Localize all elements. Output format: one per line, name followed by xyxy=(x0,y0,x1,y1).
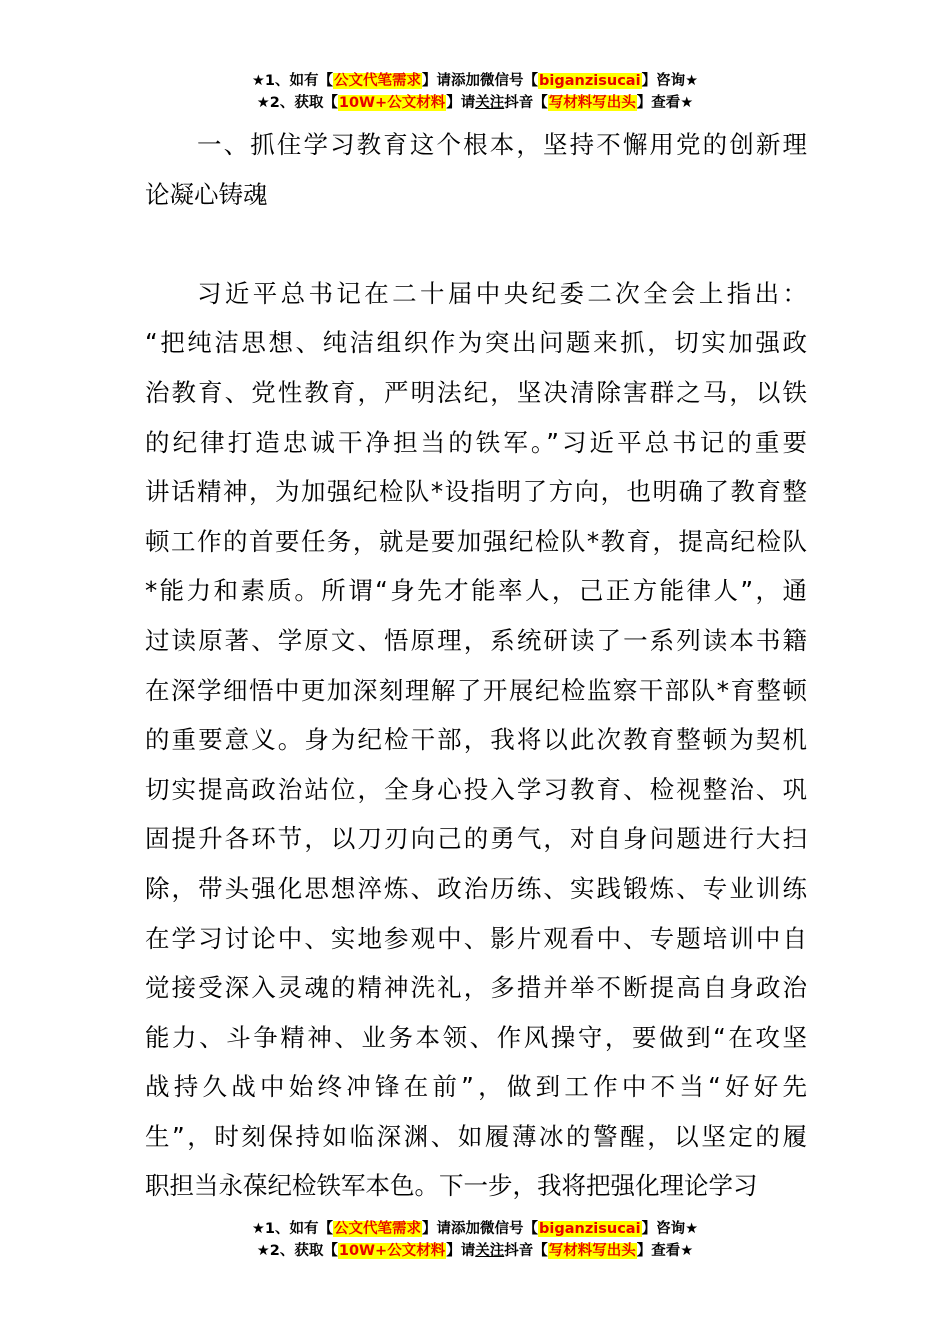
heading-line: 论凝心铸魂 xyxy=(145,179,268,209)
banner-text: ★1、如有【 xyxy=(251,1221,334,1237)
body-line: 的重要意义。身为纪检干部，我将以此次教育整顿为契机 xyxy=(145,725,807,755)
paragraph-gap xyxy=(145,219,807,269)
body-line: 讲话精神，为加强纪检队*设指明了方向，也明确了教育整 xyxy=(145,477,807,507)
banner-line-2 xyxy=(0,92,950,114)
body-line: *能力和素质。所谓“身先才能率人，己正方能律人”，通 xyxy=(145,576,807,606)
banner-douyin-id: 写材料写出头 xyxy=(548,1243,636,1259)
body-paragraph xyxy=(145,269,807,1211)
body-line: 的纪律打造忠诚干净担当的铁军。”习近平总书记的重要 xyxy=(145,427,807,457)
banner-text: 】请添加微信号【 xyxy=(422,1221,539,1237)
banner-text: ★2、获取【 xyxy=(256,1243,338,1259)
banner-text: 】请 xyxy=(446,1243,476,1259)
body-line: 过读原著、学原文、悟原理，系统研读了一系列读本书籍 xyxy=(145,625,807,655)
document-body xyxy=(145,120,807,1211)
body-line: 职担当永葆纪检铁军本色。下一步，我将把强化理论学习 xyxy=(145,1171,758,1201)
body-line: 生”，时刻保持如临深渊、如履薄冰的警醒，以坚定的履 xyxy=(145,1121,807,1151)
body-line: 治教育、党性教育，严明法纪，坚决清除害群之马，以铁 xyxy=(145,377,807,407)
body-line: 在学习讨论中、实地参观中、影片观看中、专题培训中自 xyxy=(145,923,807,953)
banner-text: 】咨询★ xyxy=(641,1221,699,1237)
banner-wechat-id: biganzisucai xyxy=(539,1221,641,1237)
banner-line-1 xyxy=(0,1218,950,1240)
body-line: “把纯洁思想、纯洁组织作为突出问题来抓，切实加强政 xyxy=(145,328,807,358)
banner-highlight: 10W+公文材料 xyxy=(338,95,446,111)
banner-text: 抖音【 xyxy=(504,1243,548,1259)
body-line: 习近平总书记在二十届中央纪委二次全会上指出： xyxy=(197,278,807,308)
banner-text: 抖音【 xyxy=(504,95,548,111)
body-line: 顿工作的首要任务，就是要加强纪检队*教育，提高纪检队 xyxy=(145,526,807,556)
banner-text: 关注 xyxy=(475,1243,505,1259)
body-line: 战持久战中始终冲锋在前”，做到工作中不当“好好先 xyxy=(145,1072,807,1102)
banner-wechat-id: biganzisucai xyxy=(539,73,641,89)
banner-highlight: 10W+公文材料 xyxy=(338,1243,446,1259)
body-line: 能力、斗争精神、业务本领、作风操守，要做到“在攻坚 xyxy=(145,1022,807,1052)
heading-line: 一、抓住学习教育这个根本，坚持不懈用党的创新理 xyxy=(197,130,807,159)
banner-text: 】查看★ xyxy=(636,95,694,111)
banner-text: ★2、获取【 xyxy=(256,95,338,111)
banner-text: 】请添加微信号【 xyxy=(422,73,539,89)
section-heading xyxy=(145,120,807,219)
body-line: 固提升各环节，以刀刃向己的勇气，对自身问题进行大扫 xyxy=(145,824,807,854)
body-line: 除，带头强化思想淬炼、政治历练、实践锻炼、专业训练 xyxy=(145,873,807,903)
banner-highlight: 公文代笔需求 xyxy=(334,73,422,89)
header-banner xyxy=(0,70,950,114)
body-line: 在深学细悟中更加深刻理解了开展纪检监察干部队*育整顿 xyxy=(145,675,807,705)
banner-highlight: 公文代笔需求 xyxy=(334,1221,422,1237)
banner-line-2 xyxy=(0,1240,950,1262)
banner-text: 关注 xyxy=(475,95,505,111)
banner-douyin-id: 写材料写出头 xyxy=(548,95,636,111)
body-line: 觉接受深入灵魂的精神洗礼，多措并举不断提高自身政治 xyxy=(145,973,807,1003)
banner-line-1 xyxy=(0,70,950,92)
banner-text: 】查看★ xyxy=(636,1243,694,1259)
footer-banner xyxy=(0,1218,950,1262)
body-line: 切实提高政治站位，全身心投入学习教育、检视整治、巩 xyxy=(145,774,807,804)
banner-text: 】请 xyxy=(446,95,476,111)
banner-text: 】咨询★ xyxy=(641,73,699,89)
banner-text: ★1、如有【 xyxy=(251,73,334,89)
